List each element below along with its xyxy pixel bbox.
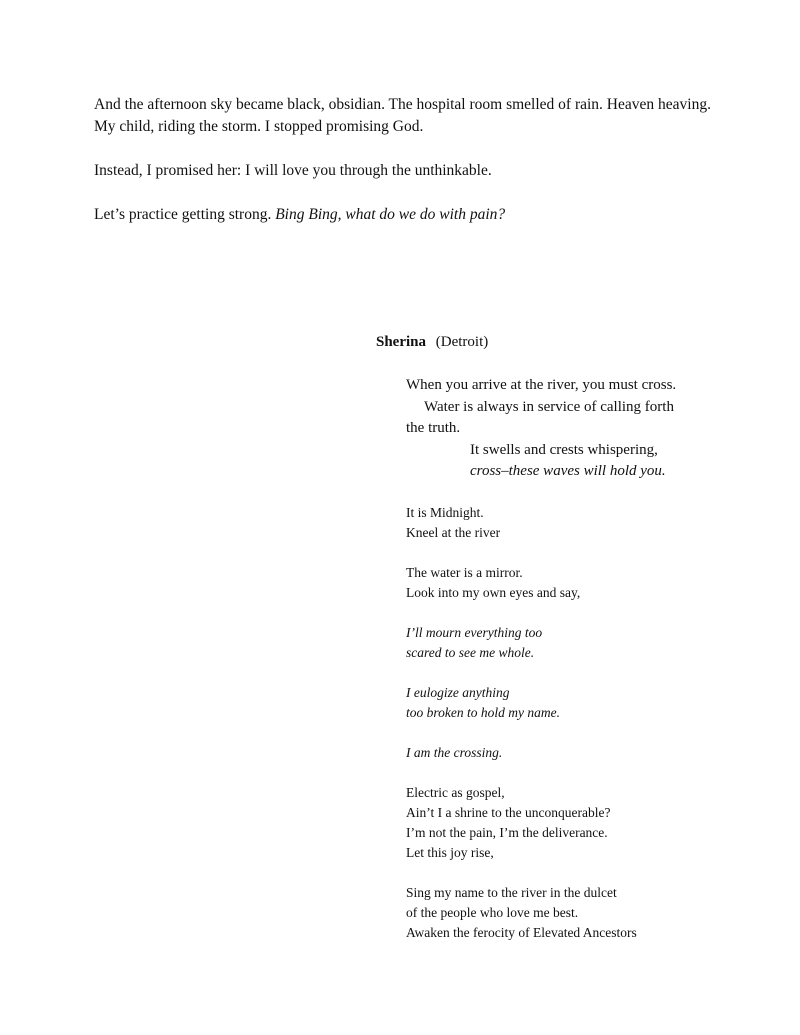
opening-line-4: It swells and crests whispering,	[470, 441, 658, 458]
poem-body	[406, 503, 746, 963]
prose-section	[94, 94, 734, 248]
poem-line: I’ll mourn everything too	[406, 625, 543, 640]
poem-line: Look into my own eyes and say,	[406, 585, 581, 600]
prose-paragraph-3-italic: Bing Bing, what do we do with pain?	[275, 206, 506, 223]
poem-line: I eulogize anything	[406, 685, 510, 700]
poem-line: I am the crossing.	[406, 745, 503, 760]
stanza-5	[406, 743, 746, 763]
poem-line: The water is a mirror.	[406, 565, 523, 580]
stanza-1	[406, 503, 746, 543]
author-location: (Detroit)	[435, 334, 489, 350]
poem-line: I’m not the pain, I’m the deliverance.	[406, 825, 608, 840]
poem-line: Sing my name to the river in the dulcet	[406, 885, 617, 900]
stanza-6	[406, 783, 746, 863]
author-name: Sherina	[376, 334, 427, 350]
poem-line: Let this joy rise,	[406, 845, 494, 860]
opening-line-1: When you arrive at the river, you must cross.	[406, 377, 677, 393]
poem-line: It is Midnight.	[406, 505, 484, 520]
opening-line-5: cross–these waves will hold you.	[470, 463, 666, 479]
poem-line: scared to see me whole.	[406, 645, 535, 660]
stanza-2	[406, 563, 746, 603]
opening-line-3: the truth.	[406, 420, 461, 436]
poem-line: too broken to hold my name.	[406, 705, 560, 720]
opening-line-2: Water is always in service of calling forth	[424, 398, 674, 415]
poem-line: Ain’t I a shrine to the unconquerable?	[406, 805, 611, 820]
prose-paragraph-2: Instead, I promised her: I will love you through the unthinkable.	[94, 162, 492, 179]
stanza-7	[406, 883, 746, 943]
stanza-4	[406, 683, 746, 723]
prose-paragraph-1: And the afternoon sky became black, obsidian. The hospital room smelled of rain. Heaven heaving. My child, riding the storm. I stopped promising God.	[94, 96, 711, 135]
poem-line: Kneel at the river	[406, 525, 501, 540]
poem-line: Awaken the ferocity of Elevated Ancestors	[406, 925, 637, 940]
poem-line: of the people who love me best.	[406, 905, 579, 920]
poem-opening-stanza	[406, 375, 726, 483]
poem-heading	[376, 332, 488, 352]
stanza-3	[406, 623, 746, 663]
prose-paragraph-3	[94, 204, 734, 226]
prose-paragraph-3-text: Let’s practice getting strong.	[94, 206, 276, 223]
poem-line: Electric as gospel,	[406, 785, 505, 800]
